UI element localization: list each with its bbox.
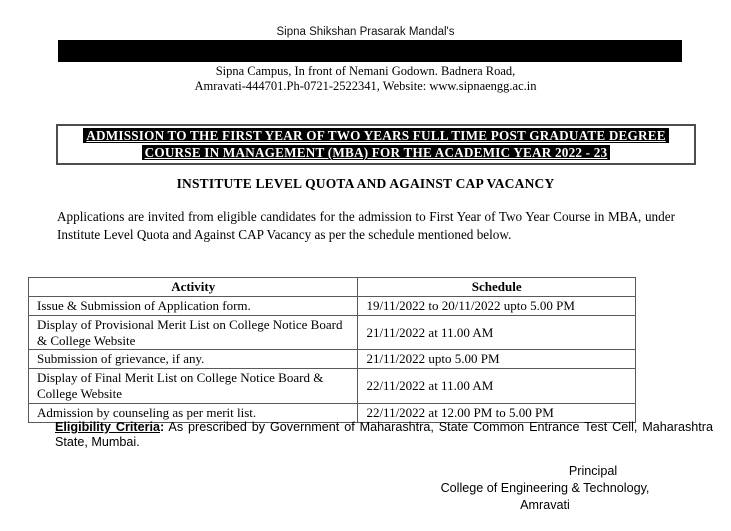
activity-cell: Issue & Submission of Application form. xyxy=(29,296,358,315)
signatory-institute: College of Engineering & Technology, xyxy=(440,481,650,495)
activity-cell: Admission by counseling as per merit list. xyxy=(29,404,358,423)
quota-subtitle: INSTITUTE LEVEL QUOTA AND AGAINST CAP VACANCY xyxy=(176,176,555,191)
notice-title-box xyxy=(56,124,696,165)
table-row xyxy=(29,350,636,369)
activity-cell: Submission of grievance, if any. xyxy=(29,350,358,369)
schedule-cell: 21/11/2022 at 11.00 AM xyxy=(358,315,636,350)
schedule-cell: 22/11/2022 at 11.00 AM xyxy=(358,369,636,404)
notice-title-text-2: COURSE IN MANAGEMENT (MBA) FOR THE ACADEMIC YEAR 2022 - 23 xyxy=(142,145,611,160)
schedule-table xyxy=(28,277,636,423)
table-row xyxy=(29,315,636,350)
eligibility-criteria-label: Eligibility Criteria xyxy=(55,420,160,434)
signatory-title: Principal xyxy=(568,464,618,478)
column-header-schedule: Schedule xyxy=(358,278,636,297)
activity-cell: Display of Provisional Merit List on College Notice Board & College Website xyxy=(29,315,358,350)
activity-cell: Display of Final Merit List on College Notice Board & College Website xyxy=(29,369,358,404)
campus-address-line: Sipna Campus, In front of Nemani Godown. Badnera Road, xyxy=(215,64,516,78)
table-header-row xyxy=(29,278,636,297)
contact-website-line: Amravati-444701.Ph-0721-2522341, Website: www.sipnaengg.ac.in xyxy=(194,79,537,93)
signature-block xyxy=(395,463,695,514)
notice-title-line-2 xyxy=(58,144,694,161)
intro-paragraph: Applications are invited from eligible candidates for the admission to First Year of Two Year Course in MBA, under Institute Level Quota and Against CAP Vacancy as per the schedule mentioned below. xyxy=(57,209,675,242)
schedule-cell: 21/11/2022 upto 5.00 PM xyxy=(358,350,636,369)
schedule-cell: 22/11/2022 at 12.00 PM to 5.00 PM xyxy=(358,404,636,423)
column-header-activity: Activity xyxy=(29,278,358,297)
eligibility-paragraph xyxy=(55,420,713,451)
eligibility-criteria-colon: : xyxy=(160,420,165,434)
signatory-city: Amravati xyxy=(520,498,570,512)
eligibility-criteria-text: As prescribed by Government of Maharashtra, State Common Entrance Test Cell, Maharashtra State, Mumbai. xyxy=(55,420,713,450)
schedule-cell: 19/11/2022 to 20/11/2022 upto 5.00 PM xyxy=(358,296,636,315)
notice-title-line-1 xyxy=(58,127,694,144)
redacted-institute-name-bar xyxy=(58,40,682,62)
table-row xyxy=(29,296,636,315)
table-row xyxy=(29,369,636,404)
organization-name: Sipna Shikshan Prasarak Mandal's xyxy=(276,26,455,38)
notice-title-text-1: ADMISSION TO THE FIRST YEAR OF TWO YEARS FULL TIME POST GRADUATE DEGREE xyxy=(83,128,668,143)
